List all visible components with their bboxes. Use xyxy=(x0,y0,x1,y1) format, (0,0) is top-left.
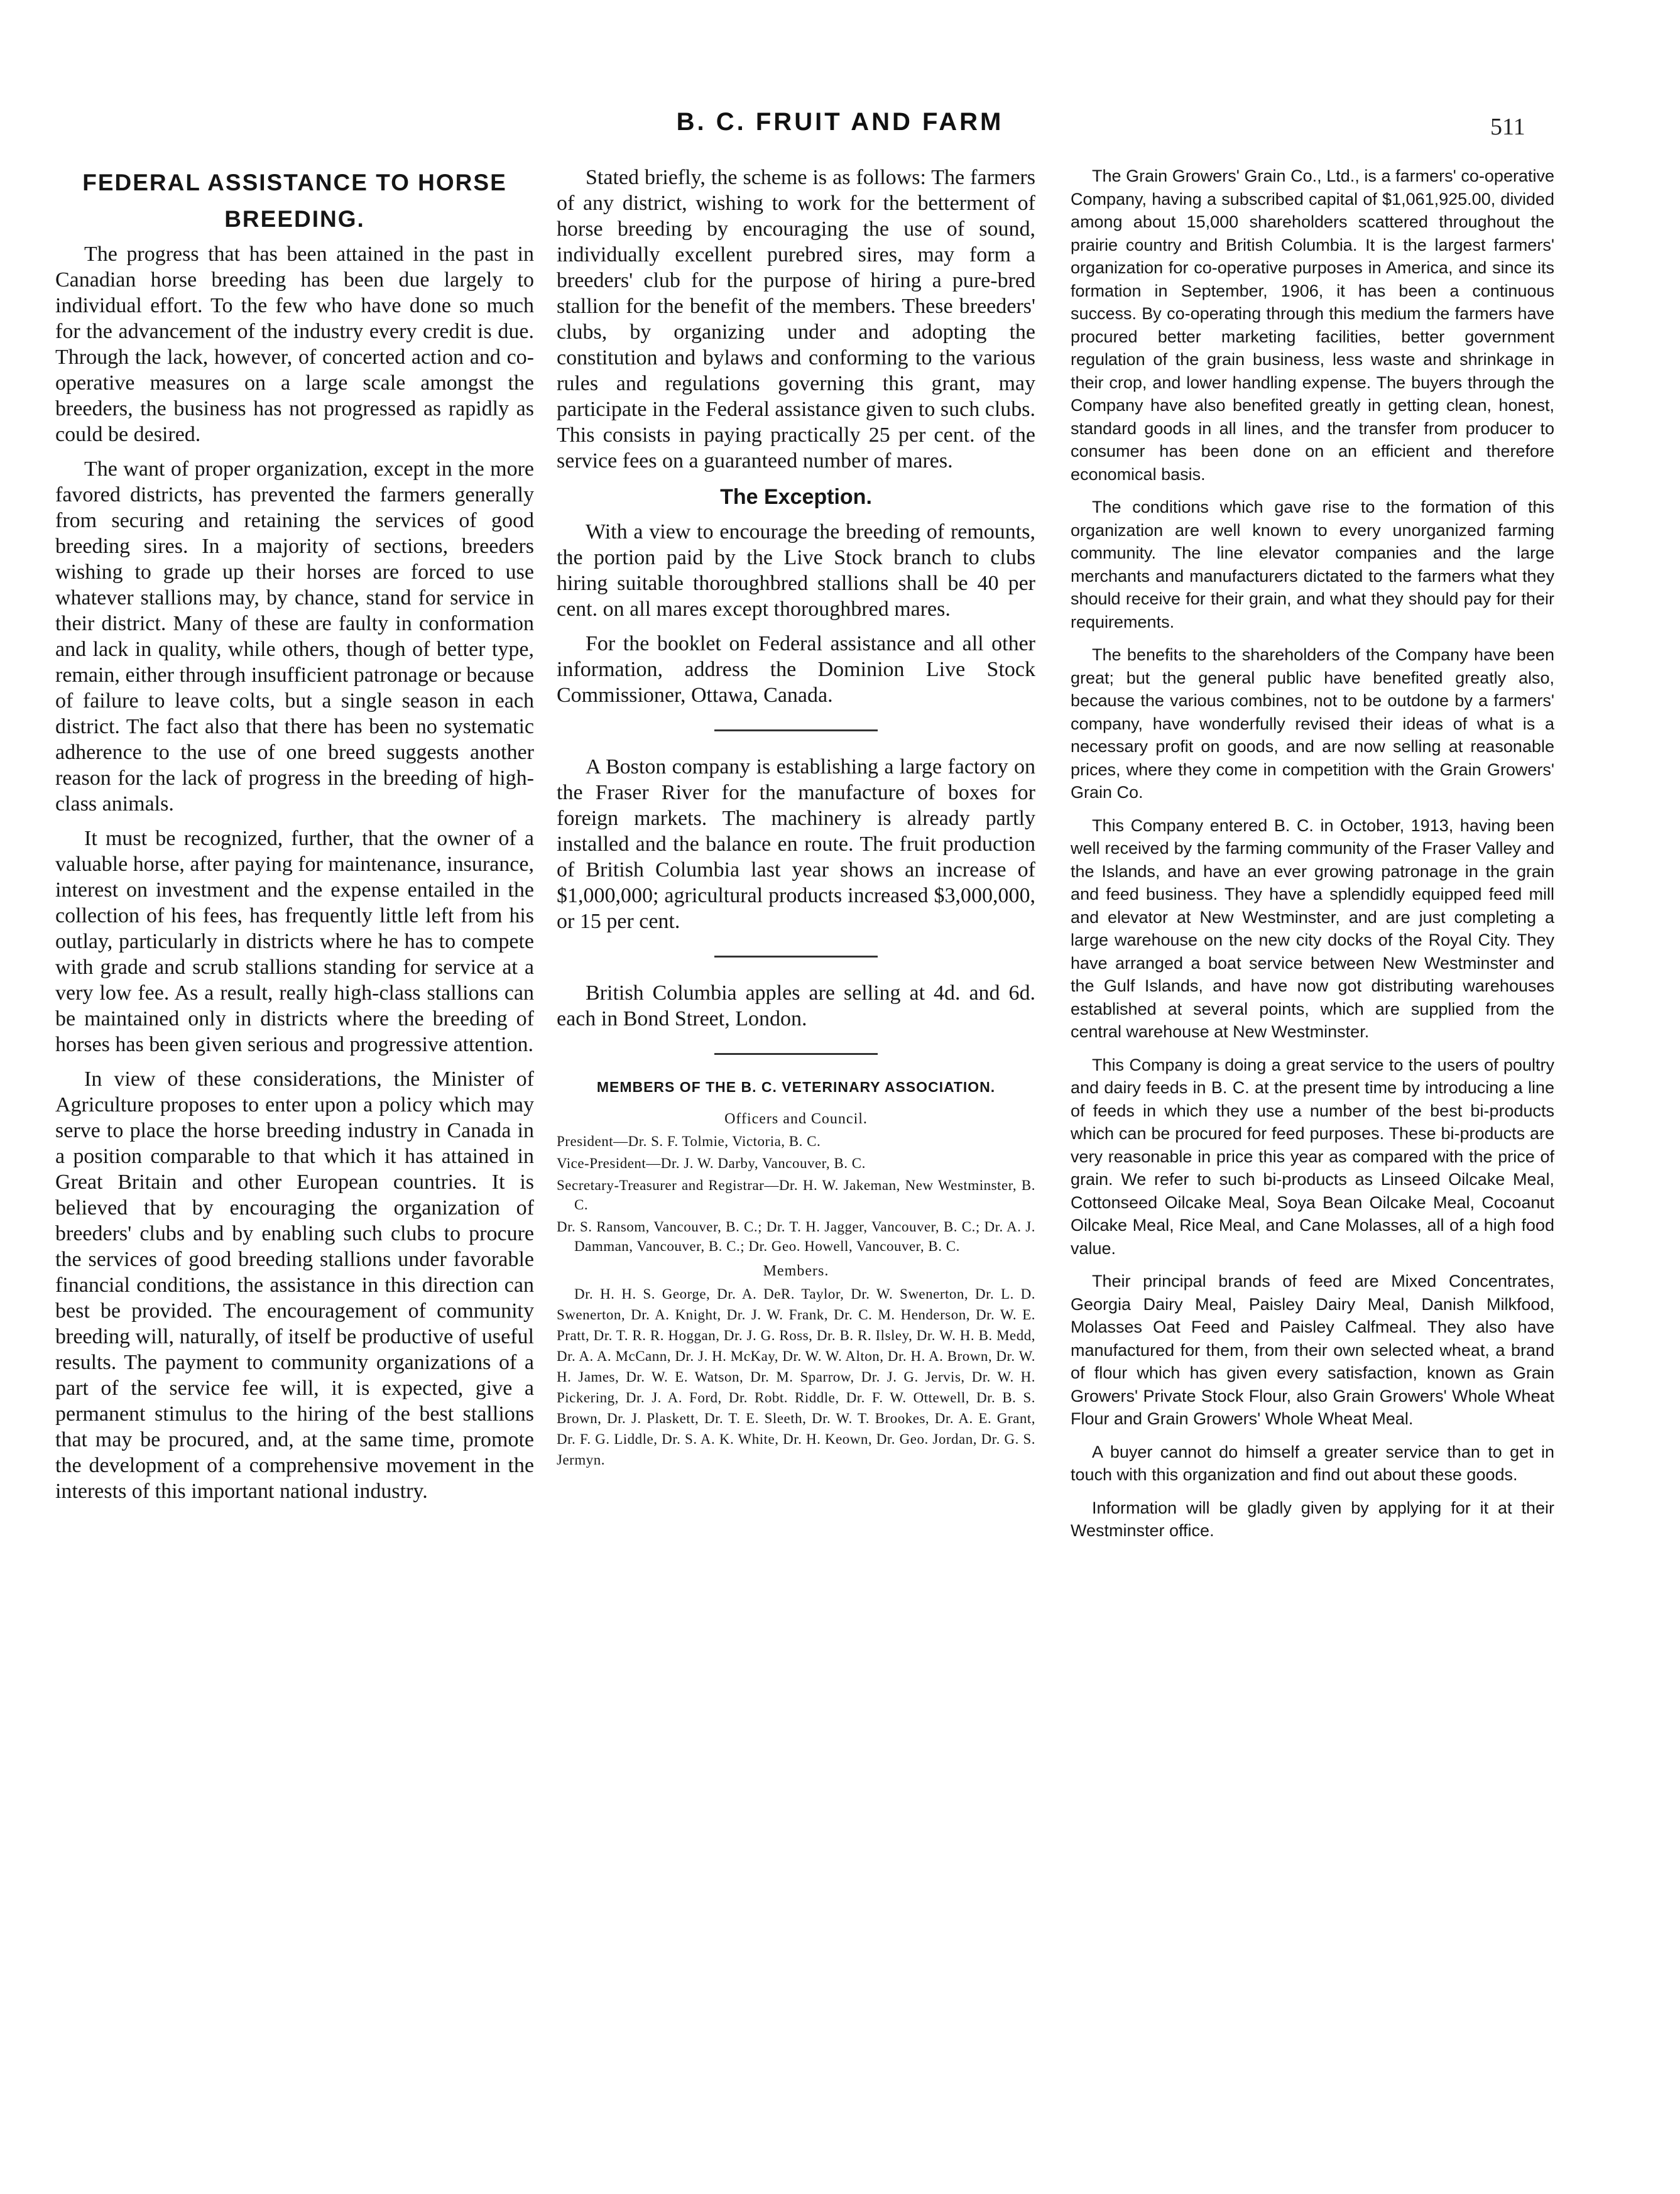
article-paragraph: The want of proper organization, except in the more favored districts, has prevented the farmers generally from securing and retaining the services of good breeding sires. In a majority of sections, breeders wishing to grade up their horses are forced to use whatever stallions may, by chance, stand for service in their district. Many of these are faulty in conformation and lack in quality, while others, though of better type, remain, either through insufficient patronage or because of failure to leave colts, but a single season in each district. The fact also that there has been no systematic adherence to the use of one breed suggests another reason for the lack of progress in the breeding of high-class animals. xyxy=(55,457,534,816)
officer-entry: Dr. S. Ransom, Vancouver, B. C.; Dr. T. H. Jagger, Vancouver, B. C.; Dr. A. J. Damman, Vancouver, B. C.; Dr. Geo. Howell, Vancouver, B. C. xyxy=(557,1219,1035,1254)
divider-rule xyxy=(714,729,878,731)
grain-growers-paragraph: Information will be gladly given by applying for it at their Westminster office. xyxy=(1071,1498,1554,1540)
divider-rule xyxy=(714,1053,878,1055)
grain-growers-paragraph: The benefits to the shareholders of the Company have been great; but the general public have benefited greatly also, because the various combines, not to be outdone by a farmers' company, have wonderfully revised their ideas of what is a necessary profit on goods, and are now selling at reasonable prices, where they come in competition with the Grain Growers' Grain Co. xyxy=(1071,645,1554,802)
grain-growers-paragraph: This Company is doing a great service to the users of poultry and dairy feeds in B. C. at the present time by introducing a line of feeds in which they use a number of the best bi-products which can be procured for feed purposes. These bi-products are very reasonable in price this year as compared with the price of grain. We refer to such bi-products as Linseed Oilcake Meal, Cottonseed Oilcake Meal, Soya Bean Oilcake Meal, Cocoanut Oilcake Meal, Rice Meal, and Cane Molasses, all of a high food value. xyxy=(1071,1055,1554,1258)
article-subheading: The Exception. xyxy=(720,485,872,509)
grain-growers-paragraph: This Company entered B. C. in October, 1913, having been well received by the farming community of the Fraser Valley and the Islands, and have an ever growing patronage in the grain and feed business. They have a splendidly equipped feed mill and elevator at New Westminster, and are just completing a large warehouse on the new city docks of the Royal City. They have arranged a boat service between New Westminster and the Gulf Islands, and have now got distributing warehouses established at several points, which are supplied from the central warehouse at New Westminster. xyxy=(1071,816,1554,1041)
column-right xyxy=(1071,165,1554,1553)
members-heading: Members. xyxy=(763,1263,829,1279)
column-left xyxy=(55,165,534,1513)
grain-growers-paragraph: A buyer cannot do himself a greater service than to get in touch with this organization and find out about these goods. xyxy=(1071,1442,1554,1484)
members-list: Dr. H. H. S. George, Dr. A. DeR. Taylor, Dr. W. Swenerton, Dr. L. D. Swenerton, Dr. A. Knight, Dr. J. W. Frank, Dr. C. M. Henderson, Dr. W. E. Pratt, Dr. T. R. R. Hoggan, Dr. J. G. Ross, Dr. B. R. Ilsley, Dr. W. H. B. Medd, Dr. A. A. McCann, Dr. J. H. McKay, Dr. W. W. Alton, Dr. H. A. Brown, Dr. W. H. James, Dr. W. E. Watson, Dr. M. Sparrow, Dr. J. G. Jervis, Dr. W. H. Pickering, Dr. J. A. Ford, Dr. Robt. Riddle, Dr. F. W. Ottewell, Dr. B. S. Brown, Dr. J. Plaskett, Dr. T. E. Sleeth, Dr. W. T. Brookes, Dr. A. E. Grant, Dr. F. G. Liddle, Dr. S. A. K. White, Dr. H. Keown, Dr. Geo. Jordan, Dr. G. S. Jermyn. xyxy=(557,1286,1035,1468)
officers-heading: Officers and Council. xyxy=(724,1111,868,1127)
officer-entry: Secretary-Treasurer and Registrar—Dr. H. W. Jakeman, New Westminster, B. C. xyxy=(557,1177,1035,1213)
officer-entry: Vice-President—Dr. J. W. Darby, Vancouver, B. C. xyxy=(557,1155,866,1171)
grain-growers-paragraph: Their principal brands of feed are Mixed Concentrates, Georgia Dairy Meal, Paisley Dairy Meal, Danish Milkfood, Molasses Oat Feed and Paisley Calfmeal. They also have manufactured for them, from their own selected wheat, a brand of flour which has given every satisfaction, known as Grain Growers' Private Stock Flour, also Grain Growers' Whole Wheat Flour and Grain Growers' Whole Wheat Meal. xyxy=(1071,1272,1554,1428)
news-note: British Columbia apples are selling at 4d. and 6d. each in Bond Street, London. xyxy=(557,981,1035,1030)
grain-growers-paragraph: The Grain Growers' Grain Co., Ltd., is a farmers' co-operative Company, having a subscribed capital of $1,061,925.00, divided among about 15,000 shareholders scattered throughout the prairie country and British Columbia. It is the largest farmers' organization for co-operative purposes in America, and since its formation in September, 1906, it has been a continuous success. By co-operating through this medium the farmers have procured better marketing facilities, better government regulation of the grain business, less waste and shrinkage in their crop, and lower handling expense. The buyers through the Company have also benefited greatly in getting clean, honest, standard goods in all lines, and the transfer from producer to consumer has been done on an efficient and therefore economical basis. xyxy=(1071,166,1554,484)
article-paragraph: The progress that has been attained in the past in Canadian horse breeding has been due largely to individual effort. To the few who have done so much for the advancement of the industry every credit is due. Through the lack, however, of concerted action and co-operative measures on a large scale amongst the breeders, the business has not progressed as rapidly as could be desired. xyxy=(55,243,534,446)
officer-entry: President—Dr. S. F. Tolmie, Victoria, B. C. xyxy=(557,1133,821,1149)
column-middle xyxy=(557,165,1035,1470)
running-title: B. C. FRUIT AND FARM xyxy=(676,108,1004,136)
grain-growers-paragraph: The conditions which gave rise to the formation of this organization are well known to every unorganized farming community. The line elevator companies and the large merchants and manufacturers dictated to the farmers what they should receive for their grain, and what they should pay for their requirements. xyxy=(1071,498,1554,631)
article-paragraph: For the booklet on Federal assistance and all other information, address the Dominion Live Stock Commissioner, Ottawa, Canada. xyxy=(557,632,1035,707)
article-paragraph: Stated briefly, the scheme is as follows: The farmers of any district, wishing to work for the betterment of horse breeding by encouraging the use of sound, individually excellent purebred sires, may form a breeders' club for the purpose of hiring a pure-bred stallion for the benefit of the members. These breeders' clubs, by organizing under and adopting the constitution and bylaws and conforming to the various rules and regulations governing this grant, may participate in the Federal assistance given to such clubs. This consists in paying practically 25 per cent. of the service fees on a guaranteed number of mares. xyxy=(557,166,1035,472)
article-paragraph: With a view to encourage the breeding of remounts, the portion paid by the Live Stock branch to clubs hiring suitable thoroughbred stallions shall be 40 per cent. on all mares except thoroughbred mares. xyxy=(557,520,1035,621)
article-title: FEDERAL ASSISTANCE TO HORSE BREEDING. xyxy=(82,170,507,232)
article-paragraph: It must be recognized, further, that the owner of a valuable horse, after paying for maintenance, insurance, interest on investment and the expense entailed in the collection of his fees, has frequently little left from his outlay, particularly in districts where he has to compete with grade and scrub stallions standing for service at a very low fee. As a result, really high-class stallions can be maintained only in districts where the breeding of horses has been given serious and progressive attention. xyxy=(55,827,534,1056)
divider-rule xyxy=(714,956,878,958)
vet-association-title: MEMBERS OF THE B. C. VETERINARY ASSOCIATION. xyxy=(596,1079,996,1095)
page-number: 511 xyxy=(1490,114,1525,140)
article-paragraph: In view of these considerations, the Minister of Agriculture proposes to enter upon a policy which may serve to place the horse breeding industry in Canada in a position comparable to that which it has attained in Great Britain and other European countries. It is believed that by encouraging the organization of breeders' clubs and by enabling such clubs to procure the services of good breeding stallions under favorable financial conditions, the assistance in this direction can best be provided. The encouragement of community breeding will, naturally, of itself be productive of useful results. The payment to community organizations of a part of the service fee will, it is expected, give a permanent stimulus to the hiring of the best stallions that may be procured, and, at the same time, promote the development of a comprehensive movement in the interests of this important national industry. xyxy=(55,1067,534,1503)
news-note: A Boston company is establishing a large factory on the Fraser River for the manufacture of boxes for foreign markets. The machinery is already partly installed and the balance en route. The fruit production of British Columbia last year shows an increase of $1,000,000; agricultural products increased $3,000,000, or 15 per cent. xyxy=(557,755,1035,933)
